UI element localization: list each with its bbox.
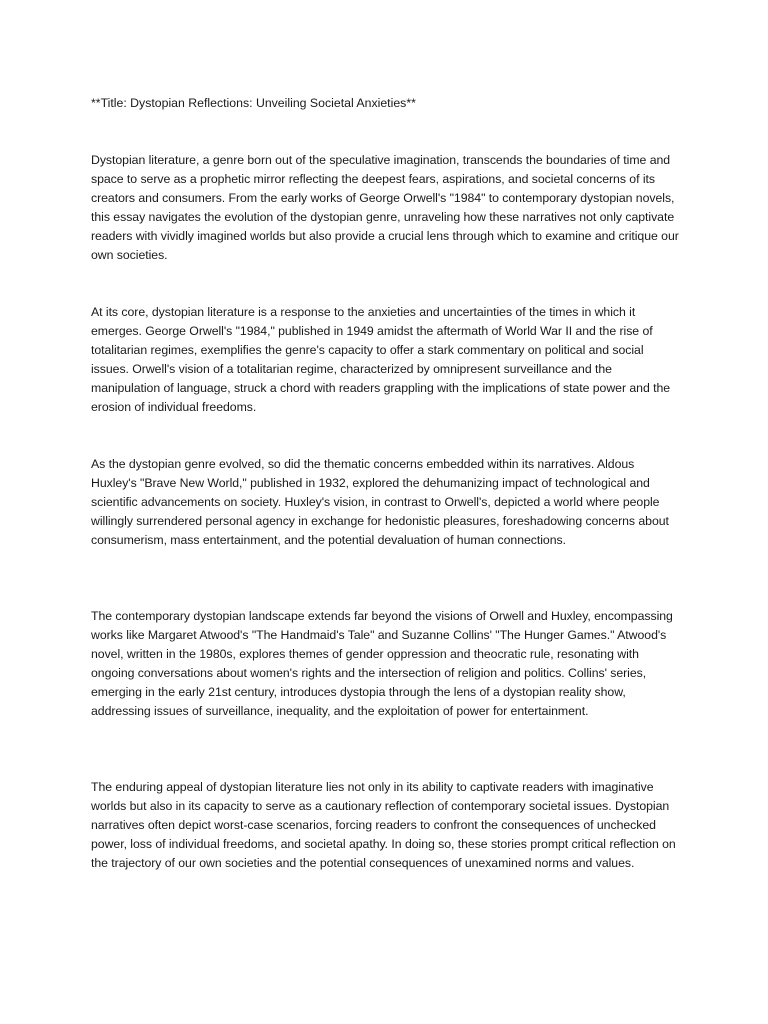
paragraph-huxley: As the dystopian genre evolved, so did the thematic concerns embedded within its narratives. Aldous Huxley's "Brave New World," published in 1932, explored the dehumanizing impact of technological and scientific advancements on society. Huxley's vision, in contrast to Orwell's, depicted a world where people willingly surrendered personal agency in exchange for hedonistic pleasures, foreshadowing concerns about consumerism, mass entertainment, and the potential devaluation of human connections.: [91, 457, 669, 547]
paragraph-conclusion: The enduring appeal of dystopian literature lies not only in its ability to captivate readers with imaginative worlds but also in its capacity to serve as a cautionary reflection of contemporary societal issues. Dystopian narratives often depict worst-case scenarios, forcing readers to confront the consequences of unchecked power, loss of individual freedoms, and societal apathy. In doing so, these stories prompt critical reflection on the trajectory of our own societies and the potential consequences of unexamined norms and values.: [91, 780, 676, 870]
paragraph-orwell: At its core, dystopian literature is a response to the anxieties and uncertainties of the times in which it emerges. George Orwell's "1984," published in 1949 amidst the aftermath of World War II and the rise of totalitarian regimes, exemplifies the genre's capacity to offer a stark commentary on political and social issues. Orwell's vision of a totalitarian regime, characterized by omnipresent surveillance and the manipulation of language, struck a chord with readers grappling with the implications of state power and the erosion of individual freedoms.: [91, 305, 671, 414]
paragraph-introduction: Dystopian literature, a genre born out of the speculative imagination, transcends the boundaries of time and space to serve as a prophetic mirror reflecting the deepest fears, aspirations, and societal concerns of its creators and consumers. From the early works of George Orwell's "1984" to contemporary dystopian novels, this essay navigates the evolution of the dystopian genre, unraveling how these narratives not only captivate readers with vividly imagined worlds but also provide a crucial lens through which to examine and critique our own societies.: [91, 153, 679, 262]
paragraph-contemporary: The contemporary dystopian landscape extends far beyond the visions of Orwell and Huxley, encompassing works like Margaret Atwood's "The Handmaid's Tale" and Suzanne Collins' "The Hunger Games." Atwood's novel, written in the 1980s, explores themes of gender oppression and theocratic rule, resonating with ongoing conversations about women's rights and the intersection of religion and politics. Collins' series, emerging in the early 21st century, introduces dystopia through the lens of a dystopian reality show, addressing issues of surveillance, inequality, and the exploitation of power for entertainment.: [91, 609, 673, 718]
document-title: **Title: Dystopian Reflections: Unveiling Societal Anxieties**: [91, 96, 416, 110]
